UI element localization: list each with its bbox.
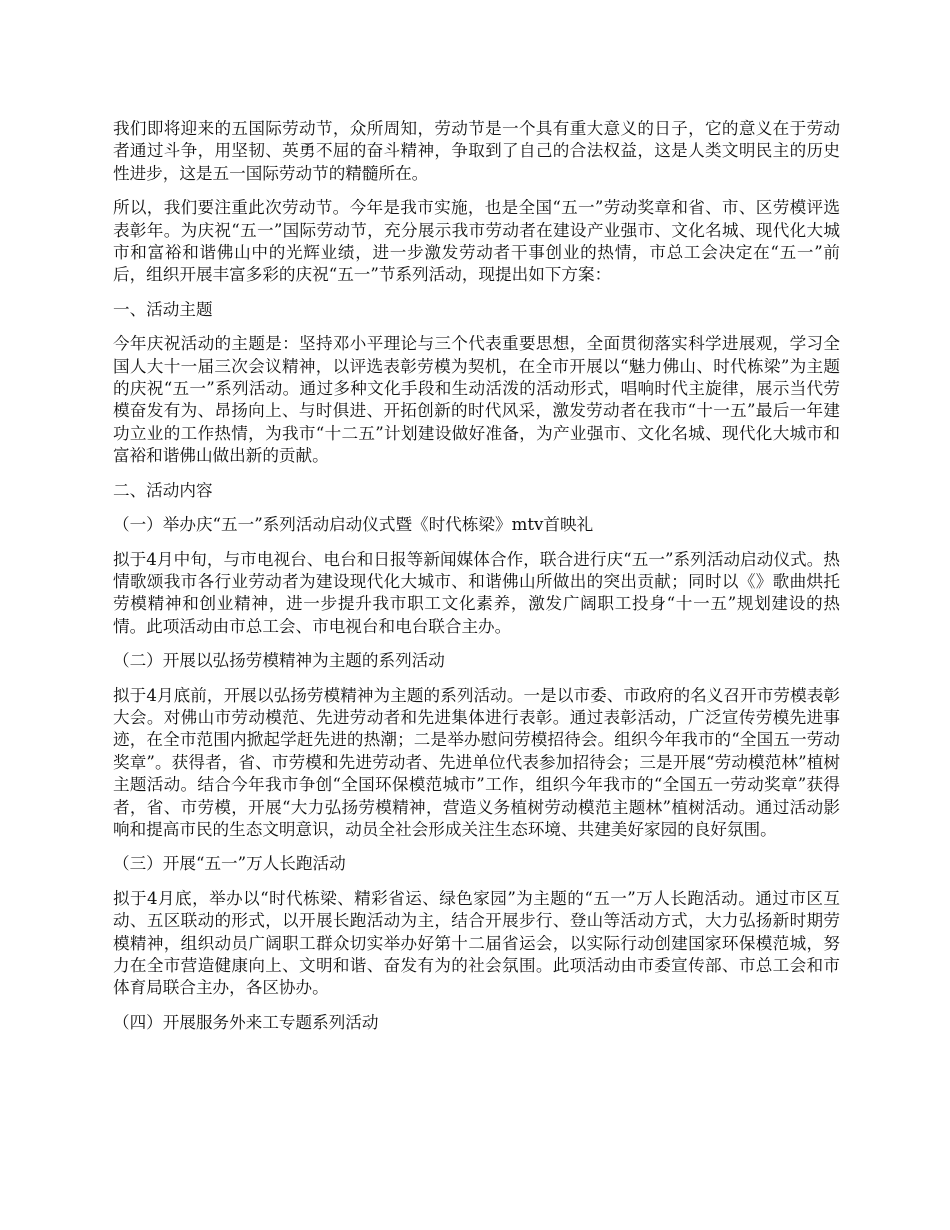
proposal-paragraph: 所以，我们要注重此次劳动节。今年是我市实施，也是全国“五一”劳动奖章和省、市、区劳模评选表彰年。为庆祝“五一”国际劳动节，充分展示我市劳动者在建设产业强市、文化名城、现代化大城市和富裕和谐佛山中的光辉业绩，进一步激发劳动者干事创业的热情，市总工会决定在“五一”前后，组织开展丰富多彩的庆祝“五一”节系列活动，现提出如下方案： bbox=[113, 198, 840, 285]
section-heading-content: 二、活动内容 bbox=[113, 480, 213, 500]
launch-ceremony-paragraph: 拟于4月中旬，与市电视台、电台和日报等新闻媒体合作，联合进行庆“五一”系列活动启动仪式。热情歌颂我市各行业劳动者为建设现代化大城市、和谐佛山所做出的突出贡献；同时以《》歌曲烘托劳模精神和创业精神，进一步提升我市职工文化素养，激发广阔职工投身“十一五”规划建设的热情。此项活动由市总工会、市电视台和电台联合主办。 bbox=[113, 549, 840, 636]
long-run-paragraph: 拟于4月底，举办以“时代栋梁、精彩省运、绿色家园”为主题的“五一”万人长跑活动。通过市区互动、五区联动的形式，以开展长跑活动为主，结合开展步行、登山等活动方式，大力弘扬新时期劳模精神，组织动员广阔职工群众切实举办好第十二届省运会，以实际行动创建国家环保模范城，努力在全市营造健康向上、文明和谐、奋发有为的社会氛围。此项活动由市委宣传部、市总工会和市体育局联合主办，各区协办。 bbox=[113, 888, 840, 998]
subheading-migrant-worker-service: （四）开展服务外来工专题系列活动 bbox=[113, 1012, 379, 1032]
subheading-long-run: （三）开展“五一”万人长跑活动 bbox=[113, 854, 346, 874]
subheading-launch-ceremony: （一）举办庆“五一”系列活动启动仪式暨《时代栋梁》mtv首映礼 bbox=[113, 515, 594, 535]
section-heading-theme: 一、活动主题 bbox=[113, 299, 213, 319]
intro-paragraph: 我们即将迎来的五国际劳动节，众所周知，劳动节是一个具有重大意义的日子，它的意义在于劳动者通过斗争，用坚韧、英勇不屈的奋斗精神，争取到了自己的合法权益，这是人类文明民主的历史性进步，这是五一国际劳动节的精髓所在。 bbox=[113, 119, 840, 183]
model-worker-paragraph: 拟于4月底前，开展以弘扬劳模精神为主题的系列活动。一是以市委、市政府的名义召开市劳模表彰大会。对佛山市劳动模范、先进劳动者和先进集体进行表彰。通过表彰活动，广泛宣传劳模先进事迹，在全市范围内掀起学赶先进的热潮；二是举办慰问劳模招待会。组织今年我市的“全国五一劳动奖章”。获得者，省、市劳模和先进劳动者、先进单位代表参加招待会；三是开展“劳动模范林”植树主题活动。结合今年我市争创“全国环保模范城市”工作，组织今年我市的“全国五一劳动奖章”获得者，省、市劳模，开展“大力弘扬劳模精神，营造义务植树劳动模范主题林”植树活动。通过活动影响和提高市民的生态文明意识，动员全社会形成关注生态环境、共建美好家园的良好氛围。 bbox=[113, 685, 840, 839]
document-body bbox=[113, 118, 840, 1046]
subheading-model-worker-activities: （二）开展以弘扬劳模精神为主题的系列活动 bbox=[113, 651, 445, 671]
theme-paragraph: 今年庆祝活动的主题是：坚持邓小平理论与三个代表重要思想，全面贯彻落实科学进展观，学习全国人大十一届三次会议精神，以评选表彰劳模为契机，在全市开展以“魅力佛山、时代栋梁”为主题的庆祝“五一”系列活动。通过多种文化手段和生动活泼的活动形式，唱响时代主旋律，展示当代劳模奋发有为、昂扬向上、与时俱进、开拓创新的时代风采，激发劳动者在我市“十一五”最后一年建功立业的工作热情，为我市“十二五”计划建设做好准备，为产业强市、文化名城、现代化大城市和富裕和谐佛山做出新的贡献。 bbox=[113, 334, 840, 466]
